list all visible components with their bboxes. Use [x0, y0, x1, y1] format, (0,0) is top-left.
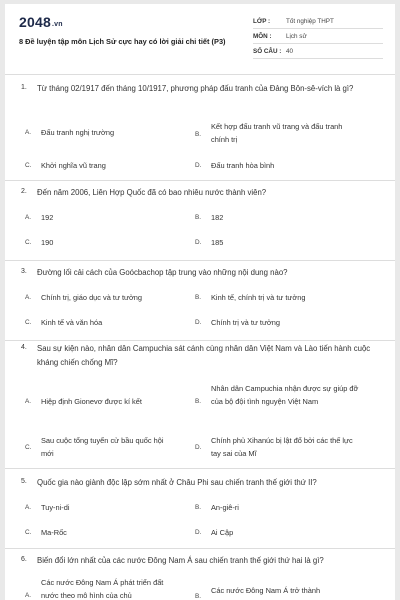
meta-value: Lịch sử — [286, 33, 307, 40]
question-text: Đến năm 2006, Liên Hợp Quốc đã có bao nhiêu nước thành viên? — [37, 188, 267, 197]
question-number: 6. — [21, 556, 27, 563]
question-text: Đường lối cải cách của Goócbachop tập trung vào những nội dung nào? — [37, 268, 288, 277]
question-text: Sau sự kiện nào, nhân dân Campuchia sát cánh cùng nhân dân Việt Nam và Lào tiến hành cuộc kháng chiến chống Mĩ? — [37, 344, 371, 367]
document-title: 8 Đề luyện tập môn Lịch Sử cực hay có lời giải chi tiết (P3) — [19, 37, 226, 46]
meta-value: Tốt nghiệp THPT — [286, 18, 334, 25]
question-number: 4. — [21, 344, 27, 351]
meta-label: MÔN : — [253, 33, 272, 40]
meta-label: LỚP : — [253, 18, 271, 25]
header-divider — [5, 74, 395, 75]
question-number: 2. — [21, 188, 27, 195]
question-number: 3. — [21, 268, 27, 275]
question-number: 5. — [21, 478, 27, 485]
question-text: Từ tháng 02/1917 đến tháng 10/1917, phương pháp đấu tranh của Đảng Bôn-sê-vích là gì? — [37, 84, 354, 93]
meta-value: 40 — [286, 48, 294, 55]
question-number: 1. — [21, 84, 27, 91]
question-text: Quốc gia nào giành độc lập sớm nhất ở Châu Phi sau chiến tranh thế giới thứ II? — [37, 478, 317, 487]
meta-label: SỐ CÂU : — [253, 48, 282, 55]
site-logo[interactable]: 2048.vn — [19, 14, 63, 30]
document-page: 2048.vn 8 Đề luyện tập môn Lịch Sử cực hay có lời giải chi tiết (P3) LỚP : Tốt nghiệp THPT MÔN : Lịch sử SỐ CÂU : 40 1. Từ tháng 02/1917 đến tháng 10/1917, phương pháp đấu tranh của Đảng Bôn-sê-vích là gì? A. Đấu tranh nghị trường B. Kết hợp đấu tranh vũ trang và đấu tranh chính trị C. Khởi nghĩa vũ trang D. Đấu tranh hòa bình 2. Đến năm 2006, Liên Hợp Quốc đã có bao nhiêu nước thành viên? A. 192 B. 182 C. 190 D. 185 3. Đường lối cải cách của Goócbachop tập trung vào những nội dung nào? A. Chính trị, giáo dục và tư tưởng B. Kinh tế, chính trị và tư tưởng C. Kinh tế và văn hóa D. Chính trị và tư tưởng 4. Sau sự kiện nào, nhân dân Campuchia sát cánh cùng nhân dân Việt Nam và Lào tiến hành cuộc kháng chiến chống Mĩ? A. Hiệp định Gionevơ được kí kết B. Nhân dân Campuchia nhận được sự giúp đỡ của bộ đội tình nguyện Việt Nam C. Sau cuộc tổng tuyển cử bầu quốc hội mới D. Chính phủ Xihanúc bị lật đổ bởi các thế lực tay sai của Mĩ 5. Quốc gia nào giành độc lập sớm nhất ở Châu Phi sau chiến tranh thế giới thứ II? A. Tuy-ni-di B. An-giê-ri C. Ma-Rốc D. Ai Cập 6. Biến đổi lớn nhất của các nước Đông Nam Á sau chiến tranh thế giới thứ hai là gì? A. Các nước Đông Nam Á phát triển đất nước theo mô hình của chủ B. Các nước Đông Nam Á trở thành — [5, 4, 395, 600]
document-header — [5, 4, 395, 74]
question-text: Biến đổi lớn nhất của các nước Đông Nam Á sau chiến tranh thế giới thứ hai là gì? — [37, 556, 324, 565]
